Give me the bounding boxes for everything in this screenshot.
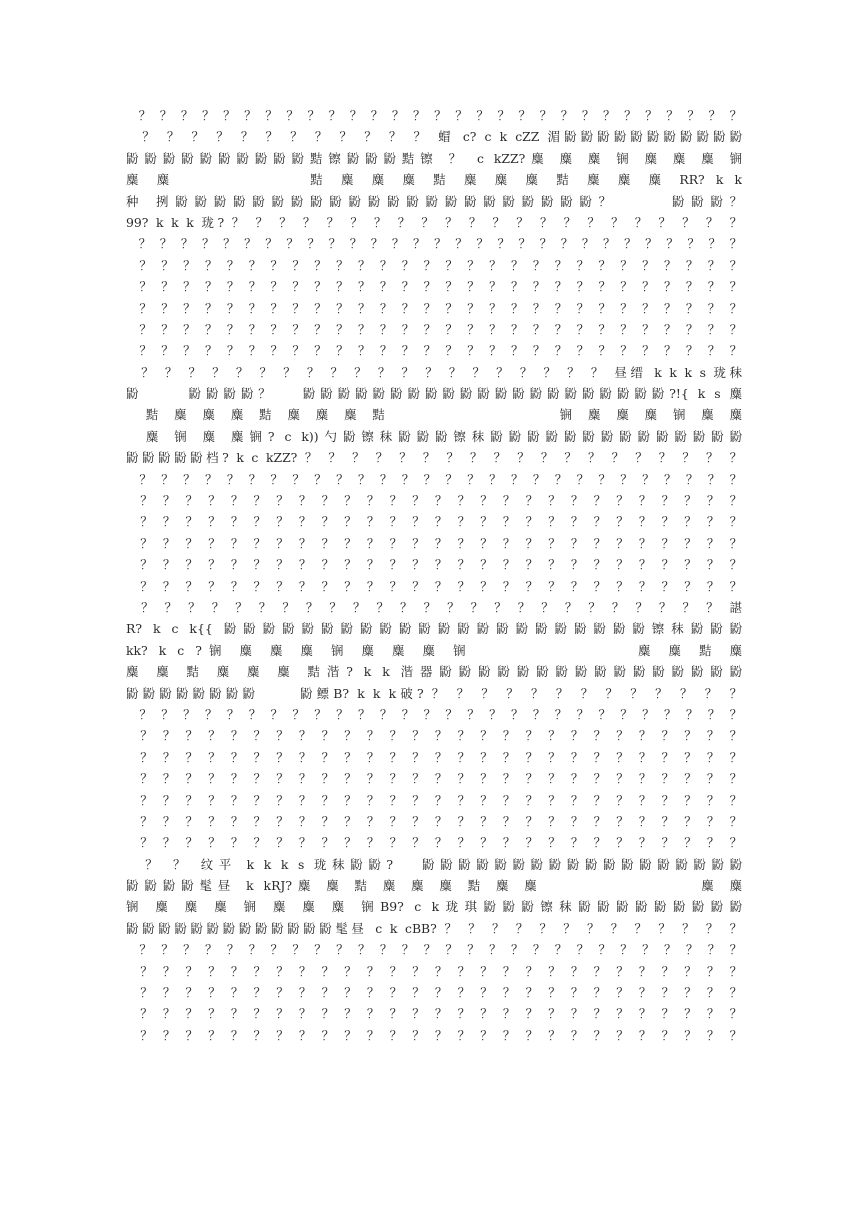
text-line: ？ ？ ？ ？ ？ ？ ？ ？ ？ ？ ？ ？ 蝐 c? c k cZZ 湄鼢鼢鼢鼢鼢鼢鼢鼢鼢鼢鼢 xyxy=(126,129,742,145)
text-line: ？ ？ 纹平 k k k s 珑秣鼢鼢? 鼢鼢鼢鼢鼢鼢鼢鼢鼢鼢鼢鼢鼢鼢鼢鼢鼢鼢 xyxy=(126,856,742,872)
text-line: ？ ？ ？ ？ ？ ？ ？ ？ ？ ？ ？ ？ ？ ？ ？ ？ ？ ？ ？ ？ ？ ？ ？ ？ ？ ？ ？ xyxy=(126,557,742,573)
text-line: ？ ？ ？ ？ ？ ？ ？ ？ ？ ？ ？ ？ ？ ？ ？ ？ ？ ？ ？ ？ ？ ？ ？ ？ ？ ？ ？ ？ xyxy=(126,300,742,316)
document-body-text xyxy=(126,105,742,1046)
text-line: 鼢鼢鼢鼢鼢鼢鼢鼢 鼢鳔B? k k k破? ？ ？ ？ ？ ？ ？ ？ ？ ？ ？ ？ ？ ？ xyxy=(126,685,742,701)
text-line: 麋 麋 黠 麋 麋 麋 黠 麋 麋 麋 黠 麋 麋 麋 RR? k k xyxy=(126,172,742,188)
text-line: ？ ？ ？ ？ ？ ？ ？ ？ ？ ？ ？ ？ ？ ？ ？ ？ ？ ？ ？ ？ ？ ？ ？ ？ ？ 諶 xyxy=(126,599,742,615)
text-line: ？ ？ ？ ？ ？ ？ ？ ？ ？ ？ ？ ？ ？ ？ ？ ？ ？ ？ ？ ？ ？ ？ ？ ？ ？ ？ ？ xyxy=(126,578,742,594)
text-line: ？ ？ ？ ？ ？ ？ ？ ？ ？ ？ ？ ？ ？ ？ ？ ？ ？ ？ ？ ？ ？ ？ ？ ？ ？ ？ ？ xyxy=(126,514,742,530)
text-line: 鼢鼢鼢鼢鼢鼢鼢鼢鼢鼢黠镲鼢鼢鼢黠镲 ？ c kZZ?麋 麋 麋 锎 麋 麋 麋 锎 xyxy=(126,150,742,166)
text-line: 麋 锎 麋 麋锎? c k))勺鼢镲秣鼢鼢鼢镲秣鼢鼢鼢鼢鼢鼢鼢鼢鼢鼢鼢鼢鼢鼢 xyxy=(126,428,742,444)
text-line: ？ ？ ？ ？ ？ ？ ？ ？ ？ ？ ？ ？ ？ ？ ？ ？ ？ ？ ？ ？ ？ ？ ？ ？ ？ ？ ？ xyxy=(126,749,742,765)
text-line: ？ ？ ？ ？ ？ ？ ？ ？ ？ ？ ？ ？ ？ ？ ？ ？ ？ ？ ？ ？ ？ ？ ？ ？ ？ ？ ？ ？ ？ xyxy=(126,108,742,123)
text-line: kk? k c ?锎 麋 麋 麋 锎 麋 麋 麋 锎 麋 麋 黠 麋 xyxy=(126,642,742,658)
text-line: ？ ？ ？ ？ ？ ？ ？ ？ ？ ？ ？ ？ ？ ？ ？ ？ ？ ？ ？ ？ ？ ？ ？ ？ ？ ？ ？ xyxy=(126,1027,742,1043)
text-line: 麋 麋 黠 麋 麋 麋 黠湝? k k 湝器鼢鼢鼢鼢鼢鼢鼢鼢鼢鼢鼢鼢鼢鼢鼢鼢 xyxy=(126,664,742,680)
text-line: 种 挒鼢鼢鼢鼢鼢鼢鼢鼢鼢鼢鼢鼢鼢鼢鼢鼢鼢鼢鼢鼢鼢鼢？ 鼢鼢鼢？ xyxy=(126,193,742,209)
text-line: ？ ？ ？ ？ ？ ？ ？ ？ ？ ？ ？ ？ ？ ？ ？ ？ ？ ？ ？ ？ ？ ？ ？ ？ ？ ？ ？ xyxy=(126,835,742,851)
text-line: ？ ？ ？ ？ ？ ？ ？ ？ ？ ？ ？ ？ ？ ？ ？ ？ ？ ？ ？ ？ ？ ？ ？ ？ ？ ？ ？ xyxy=(126,813,742,829)
text-line: ？ ？ ？ ？ ？ ？ ？ ？ ？ ？ ？ ？ ？ ？ ？ ？ ？ ？ ？ ？ ？ ？ ？ ？ ？ ？ ？ xyxy=(126,771,742,787)
text-line: ？ ？ ？ ？ ？ ？ ？ ？ ？ ？ ？ ？ ？ ？ ？ ？ ？ ？ ？ ？ ？ ？ ？ ？ ？ ？ ？ ？ xyxy=(126,257,742,273)
text-line: ？ ？ ？ ？ ？ ？ ？ ？ ？ ？ ？ ？ ？ ？ ？ ？ ？ ？ ？ ？ ？ ？ ？ ？ ？ ？ ？ ？ xyxy=(126,279,742,295)
text-line: 鼢鼢鼢鼢鼢鼢鼢鼢鼢鼢鼢鼢鼢髦昼 c k cBB? ？ ？ ？ ？ ？ ？ ？ ？ ？ ？ ？ ？ ？ xyxy=(126,920,742,936)
text-line: 黠 麋 麋 麋 黠 麋 麋 麋 黠 锎 麋 麋 麋 锎 麋 麋 xyxy=(126,407,742,423)
text-line: ？ ？ ？ ？ ？ ？ ？ ？ ？ ？ ？ ？ ？ ？ ？ ？ ？ ？ ？ ？ ？ ？ ？ ？ ？ ？ ？ ？ xyxy=(126,706,742,722)
text-line: ？ ？ ？ ？ ？ ？ ？ ？ ？ ？ ？ ？ ？ ？ ？ ？ ？ ？ ？ ？ ？ ？ ？ ？ ？ ？ ？ ？ xyxy=(126,471,742,487)
text-line: ？ ？ ？ ？ ？ ？ ？ ？ ？ ？ ？ ？ ？ ？ ？ ？ ？ ？ ？ ？ 昼缙 k k k s 珑秣 xyxy=(126,364,742,380)
text-line: ？ ？ ？ ？ ？ ？ ？ ？ ？ ？ ？ ？ ？ ？ ？ ？ ？ ？ ？ ？ ？ ？ ？ ？ ？ ？ ？ xyxy=(126,1006,742,1022)
text-line: 鼢鼢鼢鼢鼢档? k c kZZ? ？ ？ ？ ？ ？ ？ ？ ？ ？ ？ ？ ？ ？ ？ ？ ？ ？ ？ ？ xyxy=(126,450,742,466)
text-line: ？ ？ ？ ？ ？ ？ ？ ？ ？ ？ ？ ？ ？ ？ ？ ？ ？ ？ ？ ？ ？ ？ ？ ？ ？ ？ ？ xyxy=(126,728,742,744)
text-line: ？ ？ ？ ？ ？ ？ ？ ？ ？ ？ ？ ？ ？ ？ ？ ？ ？ ？ ？ ？ ？ ？ ？ ？ ？ ？ ？ xyxy=(126,535,742,551)
text-line: ？ ？ ？ ？ ？ ？ ？ ？ ？ ？ ？ ？ ？ ？ ？ ？ ？ ？ ？ ？ ？ ？ ？ ？ ？ ？ ？ ？ ？ xyxy=(126,236,742,252)
text-line: ？ ？ ？ ？ ？ ？ ？ ？ ？ ？ ？ ？ ？ ？ ？ ？ ？ ？ ？ ？ ？ ？ ？ ？ ？ ？ ？ xyxy=(126,792,742,808)
text-line: ？ ？ ？ ？ ？ ？ ？ ？ ？ ？ ？ ？ ？ ？ ？ ？ ？ ？ ？ ？ ？ ？ ？ ？ ？ ？ ？ xyxy=(126,963,742,979)
text-line: ？ ？ ？ ？ ？ ？ ？ ？ ？ ？ ？ ？ ？ ？ ？ ？ ？ ？ ？ ？ ？ ？ ？ ？ ？ ？ ？ ？ xyxy=(126,321,742,337)
text-line: ？ ？ ？ ？ ？ ？ ？ ？ ？ ？ ？ ？ ？ ？ ？ ？ ？ ？ ？ ？ ？ ？ ？ ？ ？ ？ ？ xyxy=(126,493,742,509)
text-line: 锎 麋 麋 麋 锎 麋 麋 麋 锎B9? c k珑琪鼢鼢鼢镲秣鼢鼢鼢鼢鼢鼢鼢鼢鼢 xyxy=(126,899,742,915)
text-line: ？ ？ ？ ？ ？ ？ ？ ？ ？ ？ ？ ？ ？ ？ ？ ？ ？ ？ ？ ？ ？ ？ ？ ？ ？ ？ ？ ？ xyxy=(126,942,742,958)
text-line: R? k c k{{ 鼢鼢鼢鼢鼢鼢鼢鼢鼢鼢鼢鼢鼢鼢鼢鼢鼢鼢鼢鼢鼢鼢镲秣鼢鼢鼢 xyxy=(126,621,742,637)
text-line: ？ ？ ？ ？ ？ ？ ？ ？ ？ ？ ？ ？ ？ ？ ？ ？ ？ ？ ？ ？ ？ ？ ？ ？ ？ ？ ？ ？ xyxy=(126,343,742,359)
text-line: 鼢鼢鼢鼢髦昼 k kRJ?麋 麋 黠 麋 麋 麋 黠 麋 麋 麋 麋 xyxy=(126,878,742,894)
text-line: ？ ？ ？ ？ ？ ？ ？ ？ ？ ？ ？ ？ ？ ？ ？ ？ ？ ？ ？ ？ ？ ？ ？ ？ ？ ？ ？ xyxy=(126,985,742,1001)
text-line: 99? k k k 珑? ？ ？ ？ ？ ？ ？ ？ ？ ？ ？ ？ ？ ？ ？ ？ ？ ？ ？ ？ ？ ？ ？ xyxy=(126,214,742,230)
text-line: 鼢 鼢鼢鼢鼢？ 鼢鼢鼢鼢鼢鼢鼢鼢鼢鼢鼢鼢鼢鼢鼢鼢鼢鼢鼢鼢鼢?!{ k s 麋 xyxy=(126,386,742,402)
